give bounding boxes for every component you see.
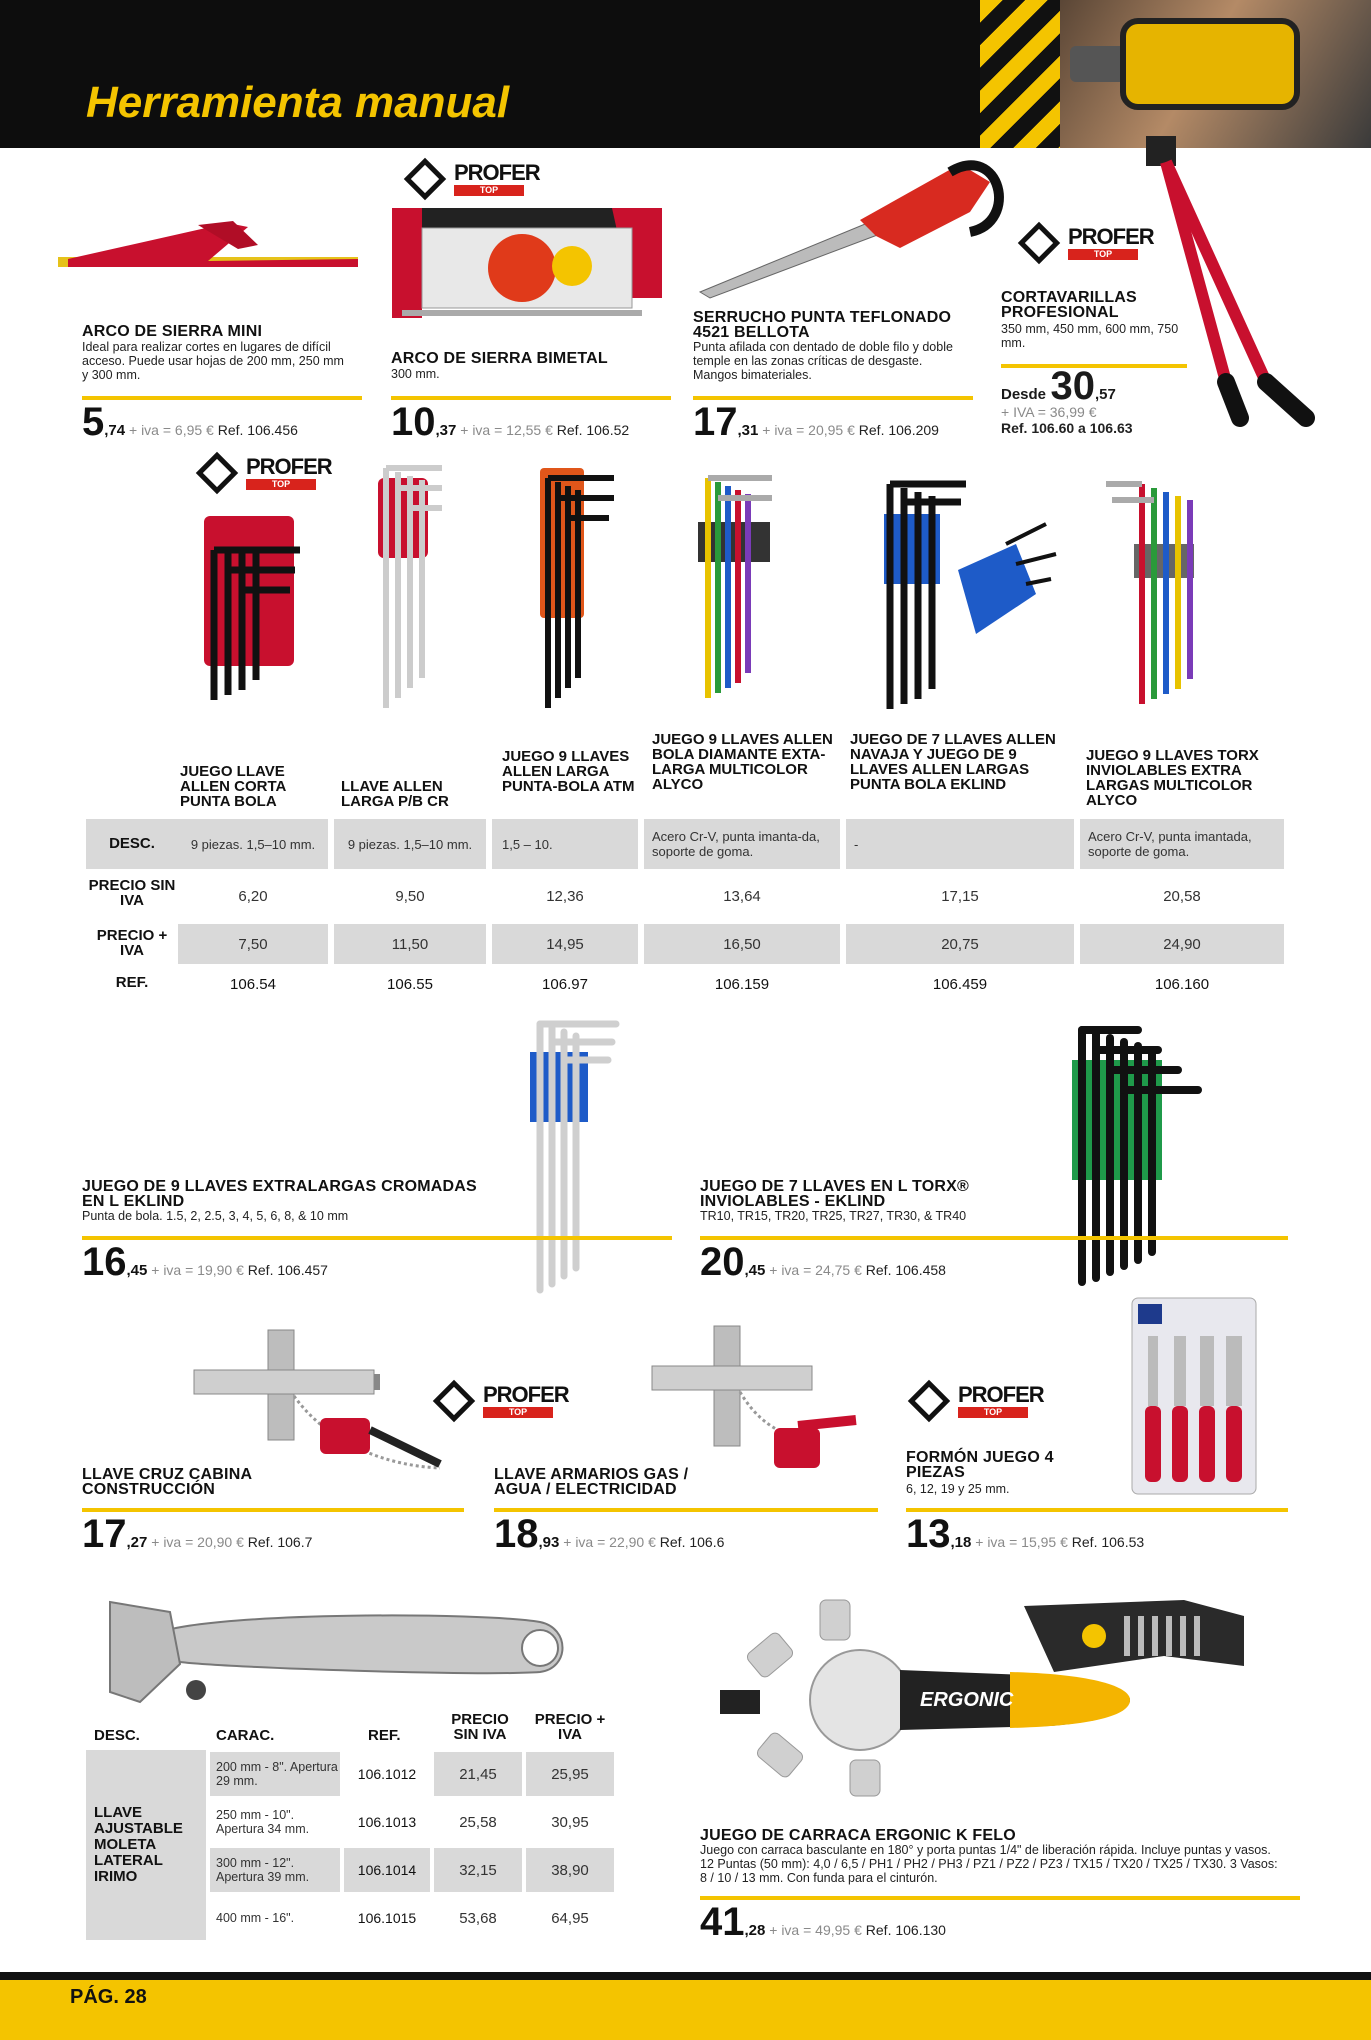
table-row-header: PRECIO + IVA xyxy=(96,927,168,959)
cabinet-key-image xyxy=(190,1326,450,1476)
profer-logo: PROFER TOP xyxy=(912,1380,1038,1424)
table-cell: 106.459 xyxy=(932,975,988,993)
product-desc: Juego con carraca basculante en 180° y porta puntas 1/4" de liberación rápida. Incluye puntas y vasos. 12 Puntas (50 mm): 4,0 / 6,5 / PH1 / PH2 / PH3 / PZ1 / PZ2 / PZ3 / TX15 / TX20 / TX25 / TX30. 3 Vasos: 8 / 10 / 13 mm. Con funda para el cinturón. xyxy=(700,1843,1278,1885)
table-row-header: DESC. xyxy=(86,819,178,869)
profer-logo: PROFER TOP xyxy=(1022,222,1148,266)
table-cell: 24,90 xyxy=(1080,924,1284,964)
product-name: FORMÓN JUEGO 4 PIEZAS xyxy=(906,1449,1054,1481)
profer-diamond-icon xyxy=(404,158,446,200)
table-cell: 300 mm - 12". Apertura 39 mm. xyxy=(210,1848,340,1892)
table-cell: 64,95 xyxy=(551,1909,589,1927)
profer-logo: PROFER TOP xyxy=(200,452,326,496)
torx-set-image xyxy=(1106,474,1206,714)
table-cell: 1,5 – 10. xyxy=(492,819,638,869)
table-cell: 106.159 xyxy=(714,975,770,993)
product-name: LLAVE CRUZ CABINA CONSTRUCCIÓN xyxy=(82,1466,252,1498)
product-desc: TR10, TR15, TR20, TR25, TR27, TR30, & TR40 xyxy=(700,1209,967,1223)
profer-diamond-icon xyxy=(1018,222,1060,264)
product-desc: 350 mm, 450 mm, 600 mm, 750 mm. xyxy=(1001,322,1179,350)
product-desc: Punta afilada con dentado de doble filo y doble temple en las zonas críticas de desgaste. Mangos bimateriales. xyxy=(693,340,953,382)
profer-diamond-icon xyxy=(433,1380,475,1422)
product-price: 5,74 + iva = 6,95 € Ref. 106.456 xyxy=(82,400,298,444)
table-cell: Acero Cr-V, punta imantada, soporte de goma. xyxy=(1080,819,1284,869)
product-price: 10,37 + iva = 12,55 € Ref. 106.52 xyxy=(391,400,630,444)
drill-body xyxy=(1120,18,1300,110)
profer-logo: PROFER TOP xyxy=(437,1380,563,1424)
wrench-desc-cell xyxy=(86,1750,206,1940)
table-cell: 16,50 xyxy=(644,924,840,964)
table-cell: 20,75 xyxy=(846,924,1074,964)
product-desc: 6, 12, 19 y 25 mm. xyxy=(906,1482,1010,1496)
wrench-col-header: REF. xyxy=(368,1727,401,1744)
footer-bar xyxy=(0,1972,1371,1980)
product-name: ARCO DE SIERRA MINI xyxy=(82,323,263,340)
product-name: SERRUCHO PUNTA TEFLONADO 4521 BELLOTA xyxy=(693,309,952,341)
table-row-header: REF. xyxy=(115,974,149,991)
wrench-col-header: DESC. xyxy=(94,1727,140,1744)
wrench-col-header: CARAC. xyxy=(216,1727,275,1744)
table-cell: 9 piezas. 1,5–10 mm. xyxy=(334,819,486,869)
table-cell: 7,50 xyxy=(178,924,328,964)
product-price: 17,31 + iva = 20,95 € Ref. 106.209 xyxy=(693,400,939,444)
product-desc: Ideal para realizar cortes en lugares de difícil acceso. Puede usar hojas de 200 mm, 250 mm y 300 mm. xyxy=(82,340,344,382)
table-cell: 400 mm - 16". xyxy=(216,1911,295,1925)
table-cell: 25,58 xyxy=(459,1813,497,1831)
price-ref: Ref. 106.60 a 106.63 xyxy=(1001,420,1133,436)
table-cell: 106.160 xyxy=(1154,975,1210,993)
table-cell: 106.54 xyxy=(230,975,276,993)
product-name: JUEGO DE 9 LLAVES EXTRALARGAS CROMADAS EN L EKLIND xyxy=(82,1178,477,1210)
table-cell: 9,50 xyxy=(395,887,425,905)
table-col-header: LLAVE ALLEN LARGA P/B CR xyxy=(341,778,449,810)
table-cell: 21,45 xyxy=(434,1752,522,1796)
product-price: 13,18 + iva = 15,95 € Ref. 106.53 xyxy=(906,1512,1145,1556)
table-cell: 20,58 xyxy=(1163,887,1201,905)
page-footer xyxy=(0,1972,1371,2040)
product-name: JUEGO DE 7 LLAVES EN L TORX® INVIOLABLES - EKLIND xyxy=(700,1178,969,1210)
table-cell: 106.1013 xyxy=(357,1814,417,1830)
product-name: JUEGO DE CARRACA ERGONIC K FELO xyxy=(700,1827,1016,1844)
table-cell: 9 piezas. 1,5–10 mm. xyxy=(178,819,328,869)
profer-diamond-icon xyxy=(196,452,238,494)
product-desc: Punta de bola. 1.5, 2, 2.5, 3, 4, 5, 6, 8, & 10 mm xyxy=(82,1209,349,1223)
adjustable-wrench-image xyxy=(100,1572,580,1712)
table-cell: 106.1012 xyxy=(357,1766,417,1782)
allen-set-4-image xyxy=(692,468,782,708)
table-row-header: PRECIO SIN IVA xyxy=(88,877,176,909)
product-price: Desde 30,57 xyxy=(1001,364,1116,408)
eklind-chrome-set-image xyxy=(526,1014,626,1298)
table-col-header: JUEGO 9 LLAVES ALLEN BOLA DIAMANTE EXTA-LARGA MULTICOLOR ALYCO xyxy=(652,731,833,793)
table-cell: 13,64 xyxy=(723,887,761,905)
product-name: LLAVE ARMARIOS GAS / AGUA / ELECTRICIDAD xyxy=(494,1466,689,1498)
product-price: 41,28 + iva = 49,95 € Ref. 106.130 xyxy=(700,1900,946,1944)
wrench-desc: LLAVE AJUSTABLE MOLETA LATERAL IRIMO xyxy=(94,1804,183,1885)
table-cell: 250 mm - 10". Apertura 34 mm. xyxy=(216,1808,310,1836)
eklind-torx-set-image xyxy=(1068,1020,1208,1290)
table-col-header: JUEGO 9 LLAVES TORX INVIOLABLES EXTRA LARGAS MULTICOLOR ALYCO xyxy=(1086,747,1259,809)
product-price: 16,45 + iva = 19,90 € Ref. 106.457 xyxy=(82,1240,328,1284)
page-header xyxy=(0,0,1371,148)
table-cell: 30,95 xyxy=(551,1813,589,1831)
table-cell: 106.1014 xyxy=(344,1848,430,1892)
allen-set-2-image xyxy=(372,458,452,713)
product-desc: 300 mm. xyxy=(391,367,440,381)
wrench-col-header: PRECIO SIN IVA xyxy=(451,1711,509,1743)
allen-set-3-image xyxy=(534,458,624,713)
table-cell: 6,20 xyxy=(238,887,268,905)
product-price: 18,93 + iva = 22,90 € Ref. 106.6 xyxy=(494,1512,725,1556)
table-col-header: JUEGO 9 LLAVES ALLEN LARGA PUNTA-BOLA ATM xyxy=(502,748,635,795)
table-cell: 17,15 xyxy=(941,887,979,905)
price-iva: + IVA = 36,99 € xyxy=(1001,404,1097,420)
ergonic-brand-text: ERGONIC xyxy=(920,1689,1014,1711)
chisel-set-image xyxy=(1130,1296,1260,1496)
table-col-header: JUEGO DE 7 LLAVES ALLEN NAVAJA Y JUEGO DE 9 LLAVES ALLEN LARGAS PUNTA BOLA EKLIND xyxy=(850,731,1056,793)
table-cell: 53,68 xyxy=(459,1909,497,1927)
allen-set-5-image xyxy=(876,474,1056,714)
bolt-cutter-image xyxy=(1136,132,1336,422)
table-cell: 38,90 xyxy=(526,1848,614,1892)
product-name: ARCO DE SIERRA BIMETAL xyxy=(391,350,608,367)
table-cell: Acero Cr-V, punta imanta-da, soporte de goma. xyxy=(644,819,840,869)
table-cell: 32,15 xyxy=(434,1848,522,1892)
wrench-col-header: PRECIO + IVA xyxy=(534,1711,606,1743)
bimetal-saw-image xyxy=(372,198,672,328)
table-cell: 12,36 xyxy=(546,887,584,905)
table-cell: 25,95 xyxy=(526,1752,614,1796)
mini-saw-image xyxy=(58,215,358,285)
product-name: CORTAVARILLAS PROFESIONAL xyxy=(1001,289,1137,321)
page-number: PÁG. 28 xyxy=(70,1986,147,2008)
table-cell: 106.55 xyxy=(387,975,433,993)
table-cell: 106.1015 xyxy=(357,1910,417,1926)
profer-diamond-icon xyxy=(908,1380,950,1422)
page-title: Herramienta manual xyxy=(86,78,510,127)
ratchet-screwdriver-image xyxy=(710,1600,1130,1800)
table-cell: 11,50 xyxy=(334,924,486,964)
pruning-saw-image xyxy=(700,152,1000,302)
table-cell: 200 mm - 8". Apertura 29 mm. xyxy=(210,1752,340,1796)
table-cell: - xyxy=(846,819,1074,869)
product-price: 17,27 + iva = 20,90 € Ref. 106.7 xyxy=(82,1512,313,1556)
profer-logo: PROFER TOP xyxy=(408,158,534,202)
product-price: 20,45 + iva = 24,75 € Ref. 106.458 xyxy=(700,1240,946,1284)
table-cell: 14,95 xyxy=(492,924,638,964)
table-col-header: JUEGO LLAVE ALLEN CORTA PUNTA BOLA xyxy=(180,763,286,810)
utility-key-image xyxy=(648,1322,868,1482)
table-cell: 106.97 xyxy=(542,975,588,993)
allen-set-1-image xyxy=(200,510,310,705)
